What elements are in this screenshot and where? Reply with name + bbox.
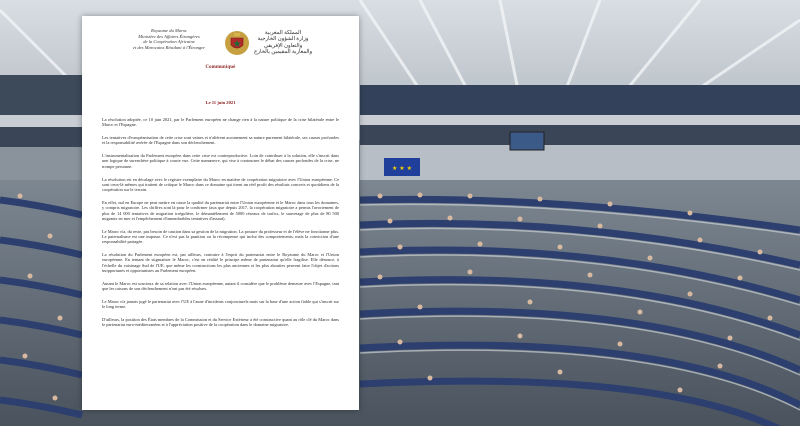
document-title: Communiqué xyxy=(205,65,236,70)
letterhead-fr-line: de la Coopération Africaine xyxy=(143,39,195,45)
upper-gallery-left xyxy=(0,75,85,115)
letterhead-french xyxy=(120,28,218,50)
paragraph: Le Maroc n'a jamais jugé le partenariat avec l'UE à l'aune d'incidents conjoncturels mais sur la base d'une action fiable qui s'inscrit sur le long terme. xyxy=(102,298,339,310)
letterhead-arabic xyxy=(243,30,323,56)
eu-flag-stars: ★ ★ ★ xyxy=(392,165,412,172)
upper-gallery-right xyxy=(360,85,800,115)
letterhead-ar-line: المملكة المغربية xyxy=(264,30,302,36)
communique-document xyxy=(82,16,359,410)
letterhead-fr-line: Royaume du Maroc xyxy=(150,28,188,33)
paragraph: En effet, nul en Europe ne peut mettre en cause la qualité du partenariat entre l'Union européenne et le Maroc dans tous les domaines, y compris migratoire. Les chiffres sont là pour le confirmer (aux que depuis 2017, la coopération migratoire a permis l'avortement de plus de 14 000 tentatives de migration irrégulière, le démantèlement de 5000 réseaux de trafics, le sauvetage de plus de 80 500 migrants en mer et l'empêchement d'innombrables tentatives d'assaut). xyxy=(102,199,339,221)
letterhead xyxy=(102,28,339,80)
letterhead-ar-line: وزارة الشؤون الخارجية xyxy=(257,36,309,43)
paragraph: La résolution adoptée, ce 10 juin 2021, par le Parlement européen ne change rien à la nature politique de la crise bilatérale entre le Maroc et l'Espagne. xyxy=(102,117,339,128)
letterhead-ar-line: والمغاربة المقيمين بالخارج xyxy=(253,49,313,56)
paragraph: La résolution du Parlement européen est, par ailleurs, contraire à l'esprit du partenariat entre le Royaume du Maroc et l'Union européenne. En tentant de stigmatiser le Maroc, c'est en réalité le principe même de partenariat qu'elle fragilise. Elle dénonce, à l'échelle du voisinage Sud de l'UE, que même les constructions les plus anciennes et les plus abouties peuvent faire l'objet d'actions inopportunes et opportunistes au Parlement européen. xyxy=(102,252,339,273)
paragraph: L'instrumentalisation du Parlement européen dans cette crise est contreproductive. Loin de contribuer à la solution, elle s'inscrit dans une logique de surenchère politique à courte vue. Cette manœuvre, qui vise à contourner le débat des causes profondes de la crise, ne trompe personne. xyxy=(102,153,339,169)
paragraph: Les tentatives d'européanisation de cette crise sont vaines et n'altèrent aucunement sa nature purement bilatérale, ses causes profondes et la responsabilité avérée de l'Espagne dans son déclenchement. xyxy=(102,135,339,146)
letterhead-ar-line: والتعاون الإفريقي xyxy=(263,42,303,49)
screen xyxy=(510,132,544,150)
document-date: Le 11 juin 2021 xyxy=(205,100,236,105)
paragraph: D'ailleurs, la position des États membres de la Commission et du Service Extérieur a été constructive quant au rôle clé du Maroc dans le partenariat euro-méditerranéen et à l'appréciation positive de la coopération dans le domaine migratoire. xyxy=(102,316,339,328)
letterhead-fr-line: Ministère des Affaires Étrangères xyxy=(138,33,200,39)
paragraph: La résolution est en décalage avec le registre exemplaire du Maroc en matière de coopération migratoire avec l'Union européenne. Ce sont ceux-là mêmes qui traitent de critique le Maroc dans ce domaine qui tirent un réel profit des résultats concrets et quotidiens de la coopération sur le terrain. xyxy=(102,176,339,193)
letterhead-fr-line: et des Marocains Résidant à l'Étranger xyxy=(132,44,206,50)
paragraph: Le Maroc n'a, du reste, pas besoin de caution dans sa gestion de la migration. La posture du professeur et de l'élève ne fonctionne plus. Le paternalisme est une impasse. Ce n'est pas la punition ou la récompense qui inclut des comportements, mais la conviction d'une responsabilité partagée. xyxy=(102,228,339,245)
paragraph: Autant le Maroc est soucieux de sa relation avec l'Union européenne, autant il considère que le problème demeure avec l'Espagne, tant que les raisons de son déclenchement n'ont pas été résolues. xyxy=(102,280,339,292)
gallery-row-2 xyxy=(360,125,800,145)
